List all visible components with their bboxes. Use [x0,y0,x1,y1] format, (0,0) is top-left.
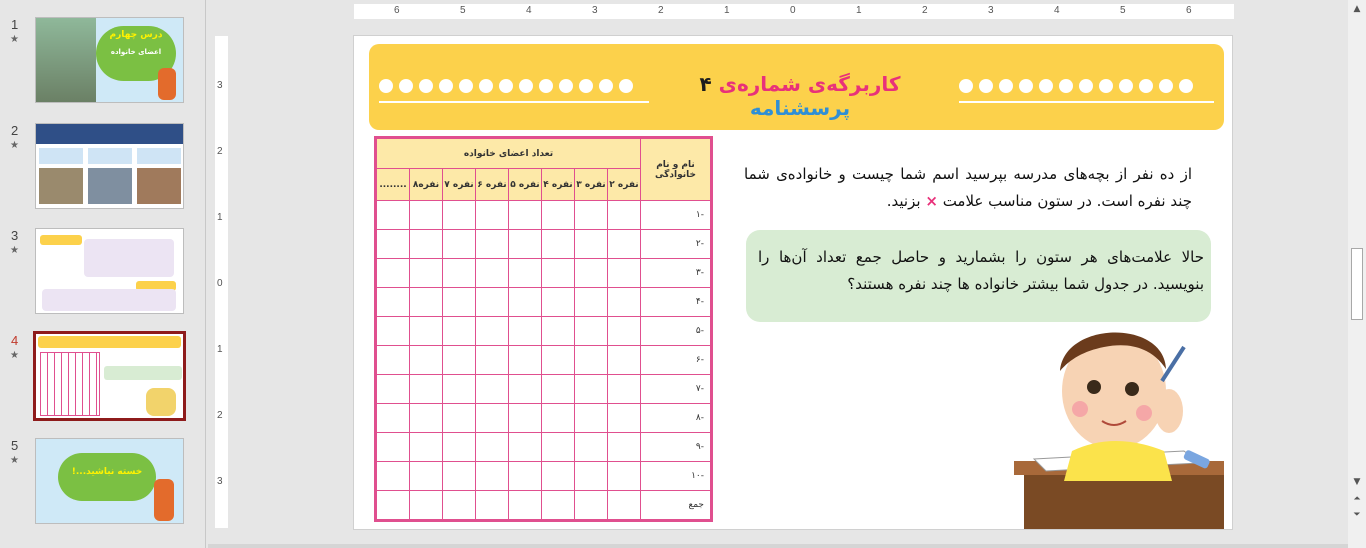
tally-cell[interactable] [476,201,509,230]
row-label: -۱ [641,201,711,230]
tally-cell[interactable] [476,404,509,433]
scroll-down-arrow-icon[interactable]: ▼ [1353,477,1361,487]
decorative-dots-left [379,79,633,93]
instruction-paragraph [744,161,1192,215]
row-label: جمع [641,491,711,520]
tally-cell[interactable] [410,491,443,520]
ruler-label: 2 [658,5,664,16]
tally-cell[interactable] [509,404,542,433]
decorative-line-right [959,101,1214,103]
tally-cell[interactable] [542,462,575,491]
row-label: -۱۰ [641,462,711,491]
instruction-text-end: بزنید. [886,192,921,210]
tally-cell[interactable] [542,259,575,288]
thumbnail-slide-3[interactable] [0,228,206,320]
tally-cell[interactable] [608,230,641,259]
tally-cell[interactable] [509,491,542,520]
tally-cell[interactable] [608,288,641,317]
thumbnail-image[interactable] [35,228,184,314]
tally-cell[interactable] [410,346,443,375]
table-row [377,288,711,317]
tally-cell[interactable] [410,317,443,346]
slide-number: 1 [11,17,19,32]
tally-cell[interactable] [575,462,608,491]
tally-cell[interactable] [608,259,641,288]
tally-cell[interactable] [608,201,641,230]
tally-cell[interactable] [443,288,476,317]
name-column-header: نام و نام خانوادگی [641,139,711,201]
tally-cell[interactable] [476,375,509,404]
tally-cell[interactable] [575,433,608,462]
row-label: -۵ [641,317,711,346]
table-row [377,230,711,259]
table-row [377,433,711,462]
decorative-dots-right [959,79,1193,93]
tally-cell[interactable] [509,375,542,404]
ruler-label: 4 [1054,5,1060,16]
next-slide-icon[interactable]: ⏷ [1353,510,1361,520]
thumb-title: درس چهارم [109,30,163,40]
instruction-text: از ده نفر از بچه‌های مدرسه بپرسید اسم شما چیست و خانواده‌ی شما چند نفره است. در ستون مناسب علامت [744,165,1192,210]
tally-cell[interactable] [509,346,542,375]
status-area [208,544,1348,548]
table-row [377,404,711,433]
thumbnail-slide-1[interactable] [0,17,206,109]
tally-cell[interactable] [608,317,641,346]
thumbnail-image[interactable] [35,17,184,103]
row-label: -۲ [641,230,711,259]
tally-cell[interactable] [410,462,443,491]
tally-cell[interactable] [542,201,575,230]
ruler-label: 2 [922,5,928,16]
family-size-column-header: ۳ نفره [575,169,608,201]
slide-canvas[interactable] [353,35,1233,530]
table-row [377,201,711,230]
tally-cell[interactable] [608,433,641,462]
thumbnail-image[interactable] [33,331,186,421]
tally-cell[interactable] [608,462,641,491]
animation-star-icon: ★ [10,350,19,361]
table-row [377,491,711,520]
tally-cell[interactable] [608,404,641,433]
table-row [377,317,711,346]
tally-cell[interactable] [542,433,575,462]
tally-cell[interactable] [443,259,476,288]
tally-cell[interactable] [377,433,410,462]
ruler-label: 3 [592,5,598,16]
row-label: -۷ [641,375,711,404]
row-label: -۳ [641,259,711,288]
tally-cell[interactable] [575,404,608,433]
ruler-label: 3 [988,5,994,16]
tally-cell[interactable] [476,230,509,259]
tally-cell[interactable] [476,317,509,346]
tally-cell[interactable] [542,375,575,404]
tally-cell[interactable] [377,462,410,491]
tally-cell[interactable] [575,201,608,230]
tally-cell[interactable] [377,201,410,230]
tally-cell[interactable] [476,433,509,462]
tally-cell[interactable] [410,288,443,317]
tally-cell[interactable] [443,375,476,404]
tally-cell[interactable] [377,317,410,346]
question-text: حالا علامت‌های هر ستون را بشمارید و حاصل جمع تعداد آن‌ها را بنویسید. در جدول شما بیشتر خانواده ها چند نفره هستند؟ [758,248,1204,293]
group-header: تعداد اعضای خانواده [377,139,641,169]
table-row [377,375,711,404]
family-size-column-header: ۵ نفره [509,169,542,201]
tally-cell[interactable] [476,491,509,520]
tally-cell[interactable] [410,259,443,288]
tally-cell[interactable] [608,491,641,520]
family-survey-table [374,136,713,522]
previous-slide-icon[interactable]: ⏶ [1353,494,1361,504]
table-row [377,462,711,491]
thumbnail-slide-2[interactable] [0,123,206,215]
tally-cell[interactable] [410,433,443,462]
ruler-label: 0 [217,278,223,289]
tally-cell[interactable] [443,230,476,259]
tally-cell[interactable] [575,259,608,288]
row-label: -۸ [641,404,711,433]
scrollbar-thumb[interactable] [1351,248,1363,320]
title-banner [369,44,1224,130]
tally-cell[interactable] [542,230,575,259]
tally-cell[interactable] [476,346,509,375]
tally-cell[interactable] [575,317,608,346]
ruler-label: 1 [724,5,730,16]
horizontal-ruler[interactable] [354,4,1234,19]
table-row [377,259,711,288]
question-box [746,230,1211,322]
slide-number: 5 [11,438,19,453]
ruler-label: 6 [394,5,400,16]
family-size-column-header: ۶ نفره [476,169,509,201]
thumb-subtitle: اعضای خانواده [110,48,162,56]
vertical-scrollbar[interactable] [1348,0,1366,548]
tally-cell[interactable] [509,433,542,462]
slide-number: 2 [11,123,19,138]
tally-cell[interactable] [608,375,641,404]
slide-number: 4 [11,333,19,348]
tally-cell[interactable] [377,259,410,288]
tally-cell[interactable] [377,404,410,433]
table-row [377,346,711,375]
animation-star-icon: ★ [10,34,19,45]
title-part-2: ۴ [699,72,712,96]
tally-cell[interactable] [509,259,542,288]
tally-cell[interactable] [443,201,476,230]
ruler-label: 3 [217,476,223,487]
ruler-label: 4 [526,5,532,16]
tally-cell[interactable] [608,346,641,375]
tally-cell[interactable] [377,288,410,317]
tally-cell[interactable] [377,346,410,375]
tally-cell[interactable] [443,317,476,346]
ruler-label: 5 [460,5,466,16]
tally-cell[interactable] [509,230,542,259]
tally-cell[interactable] [542,491,575,520]
tally-cell[interactable] [542,404,575,433]
family-size-column-header: ۷ نفره [443,169,476,201]
thumbnail-image[interactable] [35,438,184,524]
tally-cell[interactable] [509,317,542,346]
tally-cell[interactable] [575,346,608,375]
animation-star-icon: ★ [10,455,19,466]
tally-cell[interactable] [410,404,443,433]
vertical-ruler[interactable] [215,36,228,528]
tally-cell[interactable] [443,491,476,520]
tally-cell[interactable] [443,346,476,375]
tally-cell[interactable] [377,230,410,259]
tally-cell[interactable] [575,375,608,404]
thumb-title: خسته نباشید...! [71,467,143,477]
ruler-label: 1 [856,5,862,16]
student-writing-illustration [994,311,1224,530]
title-part-1: کاربرگه‌ی شماره‌ی [718,72,901,96]
tally-cell[interactable] [542,288,575,317]
ruler-label: 1 [217,212,223,223]
slide-title [665,72,935,120]
scroll-up-arrow-icon[interactable]: ▲ [1353,4,1361,14]
tally-cell[interactable] [443,433,476,462]
tally-cell[interactable] [542,317,575,346]
animation-star-icon: ★ [10,245,19,256]
slide-number: 3 [11,228,19,243]
family-size-column-header: ۲ نفره [608,169,641,201]
cross-mark: × [925,192,938,210]
ruler-label: 0 [790,5,796,16]
thumbnail-image[interactable] [35,123,184,209]
thumbnail-slide-5[interactable] [0,438,206,530]
tally-cell[interactable] [575,491,608,520]
tally-cell[interactable] [410,375,443,404]
tally-cell[interactable] [575,230,608,259]
family-size-column-header: ۸نفره [410,169,443,201]
tally-cell[interactable] [575,288,608,317]
title-part-3: پرسشنامه [749,96,851,120]
tally-cell[interactable] [509,288,542,317]
family-size-column-header: ۴ نفره [542,169,575,201]
ruler-label: 2 [217,146,223,157]
thumbnail-slide-4[interactable] [0,333,206,425]
row-label: -۶ [641,346,711,375]
tally-cell[interactable] [377,491,410,520]
animation-star-icon: ★ [10,140,19,151]
slide-thumbnail-pane [0,0,206,548]
tally-cell[interactable] [476,462,509,491]
tally-cell[interactable] [509,201,542,230]
tally-cell[interactable] [476,288,509,317]
tally-cell[interactable] [443,404,476,433]
tally-cell[interactable] [410,230,443,259]
ruler-label: 3 [217,80,223,91]
ruler-label: 6 [1186,5,1192,16]
ruler-label: 5 [1120,5,1126,16]
row-label: -۹ [641,433,711,462]
tally-cell[interactable] [476,259,509,288]
ruler-label: 1 [217,344,223,355]
ruler-label: 2 [217,410,223,421]
family-size-column-header: ........ [377,169,410,201]
tally-cell[interactable] [542,346,575,375]
tally-cell[interactable] [509,462,542,491]
tally-cell[interactable] [377,375,410,404]
row-label: -۴ [641,288,711,317]
decorative-line-left [379,101,649,103]
tally-cell[interactable] [410,201,443,230]
tally-cell[interactable] [443,462,476,491]
